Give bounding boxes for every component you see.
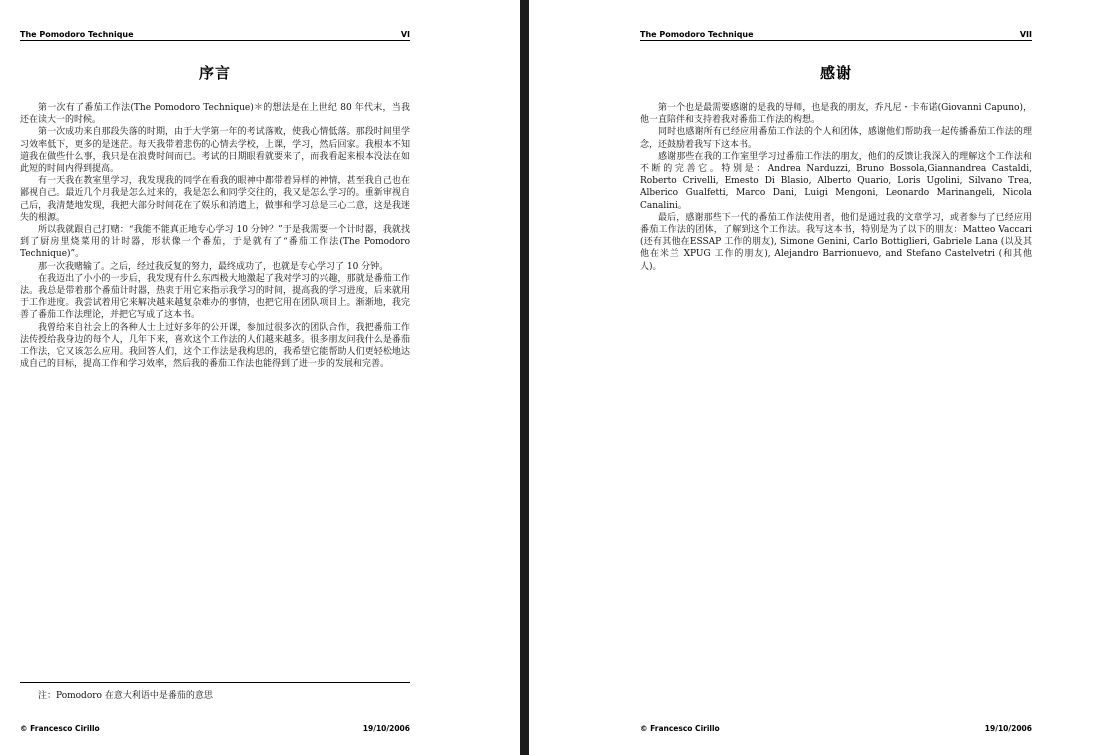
- page-header: [20, 28, 410, 41]
- paragraph: 我曾给来自社会上的各种人士上过好多年的公开课，参加过很多次的团队合作，我把番茄工作法传授给我身边的每个人，几年下来，喜欢这个工作法的人们越来越多。很多朋友问我什么是番茄工作法，它又该怎么应用。我回答人们，这个工作法是我构思的，我希望它能帮助人们更轻松地达成自己的目标，提高工作和学习效率，然后我的番茄工作法也能得到了进一步的发展和完善。: [20, 322, 410, 370]
- footnote: 注：Pomodoro 在意大利语中是番茄的意思: [38, 691, 213, 701]
- header-book-title: The Pomodoro Technique: [640, 30, 754, 39]
- footer-date: 19/10/2006: [362, 724, 410, 733]
- page-title: 感谢: [819, 64, 852, 82]
- page-body: [20, 102, 410, 370]
- paragraph: 有一天我在教室里学习，我发现我的同学在看我的眼神中都带着异样的神情，甚至我自己也在鄙视自己。最近几个月我是怎么过来的，我是怎么和同学交往的，我又是怎么学习的。重新审视自己后，我清楚地发现，我把大部分时间花在了娱乐和消遣上，做事和学习总是三心二意，这是我迷失的根源。: [20, 176, 410, 223]
- paragraph: 感谢那些在我的工作室里学习过番茄工作法的朋友，他们的反馈让我深入的理解这个工作法和不断的完善它。特别是：Andrea Narduzzi, Bruno Bossola,Giannandrea Castaldi, Roberto Crivelli, Emesto Di Blasio, Alberto Quario, Loris Ugolini, Silvano Trea, Alberico Gualfetti, Marco Dani, Luigi Mengoni, Leonardo Marinangeli, Nicola Canalini。: [640, 151, 1032, 211]
- paragraph: 同时也感谢所有已经应用番茄工作法的个人和团体，感谢他们帮助我一起传播番茄工作法的理念，还鼓励着我写下这本书。: [640, 127, 1032, 150]
- paragraph: 所以我就跟自己打赌：“我能不能真正地专心学习 10 分钟？”于是我需要一个计时器，我就找到了厨房里烧菜用的计时器，形状像一个番茄，于是就有了“番茄工作法(The Pomodoro Technique)”。: [20, 225, 410, 260]
- paragraph: 第一次有了番茄工作法(The Pomodoro Technique)＊的想法是在上世纪 80 年代末，当我还在读大一的时候。: [20, 103, 410, 126]
- footnote-divider: [20, 682, 410, 683]
- footer-date: 19/10/2006: [984, 724, 1032, 733]
- page-header: [640, 28, 1032, 41]
- page-left: [0, 0, 520, 755]
- paragraph: 那一次我赌输了。之后，经过我反复的努力，最终成功了，也就是专心学习了 10 分钟。: [38, 261, 389, 272]
- page-body: [640, 102, 1032, 273]
- page-title: 序言: [198, 64, 231, 82]
- paragraph: 最后，感谢那些下一代的番茄工作法使用者，他们是通过我的文章学习，或者参与了已经应用番茄工作法的团体，了解到这个工作法。我写这本书，特别是为了以下的朋友：Matteo Vaccari (还有其他在ESSAP 工作的朋友), Simone Genini, Carlo Bottiglieri, Gabriele Lana (以及其他在米兰 XPUG 工作的朋友), Alejandro Barrionuevo, and Stefano Castelvetri (和其他人)。: [640, 212, 1032, 272]
- header-page-number: VI: [400, 30, 410, 39]
- header-page-number: VII: [1019, 30, 1032, 39]
- header-book-title: The Pomodoro Technique: [20, 30, 134, 39]
- footer-author: © Francesco Cirillo: [640, 724, 720, 733]
- page-right: [529, 0, 1111, 755]
- page-divider: [520, 0, 529, 755]
- paragraph: 在我迈出了小小的一步后，我发现有什么东西极大地激起了我对学习的兴趣，那就是番茄工作法。我总是带着那个番茄计时器，热衷于用它来指示我学习的时间，提高我的学习进度，后来就用于工作进度。我尝试着用它来解决越来越复杂难办的事情，也把它用在团队项目上。渐渐地，我完善了番茄工作法理论，并把它写成了这本书。: [20, 273, 410, 321]
- page-footer: [640, 724, 1032, 736]
- footer-author: © Francesco Cirillo: [20, 724, 100, 733]
- paragraph: 第一个也是最需要感谢的是我的导师，也是我的朋友，乔凡尼・卡布诺(Giovanni Capuno)，他一直陪伴和支持着我对番茄工作法的构想。: [640, 103, 1032, 126]
- page-footer: [20, 724, 410, 736]
- paragraph: 第一次成功来自那段失落的时期，由于大学第一年的考试落败，使我心情低落。那段时间里学习效率低下，更多的是迷茫。每天我带着悲伤的心情去学校，上课，学习，然后回家。我根本不知道我在做些什么事，我只是在浪费时间而已。考试的日期眼看就要来了，而我看起来根本没法在如此短的时间内得到提高。: [20, 127, 410, 175]
